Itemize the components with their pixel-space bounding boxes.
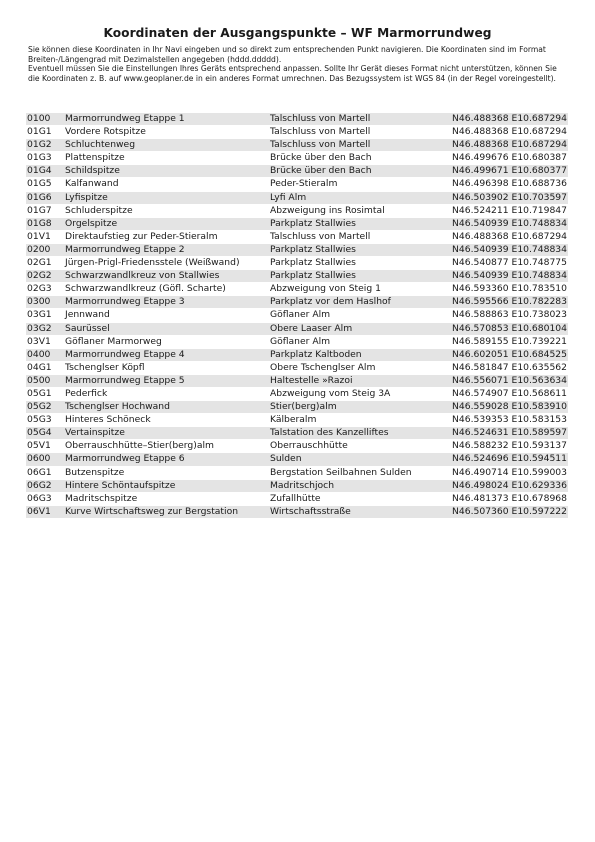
table-row — [26, 453, 568, 465]
coordinates: N46.524211 E10.719847 — [452, 204, 567, 216]
route-name: Oberrauschhütte–Stier(berg)alm — [65, 440, 214, 452]
table-row — [26, 165, 568, 177]
coordinates: N46.588232 E10.593137 — [452, 440, 567, 452]
coordinates: N46.540877 E10.748775 — [452, 257, 567, 269]
table-row — [26, 388, 568, 400]
route-code: 05G1 — [27, 387, 52, 399]
table-row — [26, 375, 568, 387]
route-code: 01G4 — [26, 165, 64, 177]
coordinates: N46.595566 E10.782283 — [435, 296, 568, 308]
route-code: 06G1 — [27, 466, 52, 478]
start-point: Bergstation Seilbahnen Sulden — [270, 466, 412, 478]
route-name: Marmorrundweg Etappe 4 — [64, 349, 269, 361]
route-name: Kurve Wirtschaftsweg zur Bergstation — [64, 506, 269, 518]
table-row — [26, 414, 568, 426]
route-name: Kalfanwand — [65, 178, 119, 190]
start-point: Göflaner Alm — [270, 309, 331, 321]
start-point: Göflaner Alm — [270, 335, 331, 347]
coordinates-table-body — [26, 113, 568, 518]
table-row — [26, 480, 568, 492]
start-point: Stier(berg)alm — [269, 401, 435, 413]
start-point: Oberrauschhütte — [270, 440, 348, 452]
route-name: Hinteres Schöneck — [65, 414, 151, 426]
table-row — [26, 493, 568, 505]
route-name: Vordere Rotspitze — [65, 126, 146, 138]
start-point: Wirtschaftsstraße — [269, 506, 435, 518]
route-code: 0300 — [26, 296, 64, 308]
route-name: Marmorrundweg Etappe 5 — [64, 375, 269, 387]
route-name: Madritschspitze — [65, 492, 138, 504]
route-name: Göflaner Marmorweg — [65, 335, 162, 347]
coordinates: N46.488368 E10.687294 — [435, 113, 568, 125]
coordinates: N46.570853 E10.680104 — [435, 323, 568, 335]
start-point: Lyfi Alm — [269, 192, 435, 204]
route-code: 0600 — [26, 453, 64, 465]
start-point: Talstation des Kanzelliftes — [269, 427, 435, 439]
intro-text — [28, 45, 570, 83]
start-point: Parkplatz Stallwies — [269, 244, 435, 256]
start-point: Abzweigung ins Rosimtal — [270, 204, 385, 216]
coordinates: N46.589155 E10.739221 — [452, 335, 567, 347]
intro-paragraph-1: Sie können diese Koordinaten in Ihr Navi eingeben und so direkt zum entsprechenden Punkt navigieren. Die Koordinaten sind im Format Breiten-/Längengrad mit Dezimalstellen angegeben (hddd.ddddd). — [28, 45, 546, 64]
route-code: 06G2 — [26, 480, 64, 492]
start-point: Parkplatz Kaltboden — [269, 349, 435, 361]
route-code: 05G3 — [27, 414, 52, 426]
coordinates: N46.602051 E10.684525 — [435, 349, 568, 361]
coordinates: N46.581847 E10.635562 — [452, 361, 567, 373]
route-code: 03G2 — [26, 323, 64, 335]
route-code: 01G3 — [27, 152, 52, 164]
coordinates: N46.588863 E10.738023 — [452, 309, 567, 321]
table-row — [26, 309, 568, 321]
coordinates: N46.496398 E10.688736 — [452, 178, 567, 190]
route-code: 06G3 — [27, 492, 52, 504]
start-point: Parkplatz Stallwies — [269, 218, 435, 230]
intro-paragraph-2: Eventuell müssen Sie die Einstellungen Ihres Geräts entsprechend anpassen. Sollte Ihr Gerät dieses Format nicht unterstützen, können Sie die Koordinaten z. B. auf www.geoplaner.de in ein anderes Format umrechnen. Das Bezugssystem ist WGS 84 (in der Regel voreingestellt). — [28, 64, 557, 83]
route-code: 02G2 — [26, 270, 64, 282]
coordinates: N46.488368 E10.687294 — [452, 126, 567, 138]
table-row — [26, 270, 568, 282]
table-row — [26, 283, 568, 295]
start-point: Talschluss von Martell — [270, 230, 371, 242]
coordinates: N46.593360 E10.783510 — [452, 283, 567, 295]
route-name: Jürgen-Prigl-Friedensstele (Weißwand) — [65, 257, 240, 269]
table-row — [26, 257, 568, 269]
coordinates: N46.499676 E10.680387 — [452, 152, 567, 164]
start-point: Abzweigung von Steig 1 — [270, 283, 381, 295]
table-row — [26, 178, 568, 190]
route-code: 04G1 — [27, 361, 52, 373]
start-point: Haltestelle »Razoi — [269, 375, 435, 387]
route-name: Schluderspitze — [65, 204, 133, 216]
start-point: Talschluss von Martell — [270, 126, 371, 138]
route-code: 05G2 — [26, 401, 64, 413]
route-code: 01G5 — [27, 178, 52, 190]
coordinates: N46.488368 E10.687294 — [452, 230, 567, 242]
start-point: Zufallhütte — [270, 492, 321, 504]
coordinates: N46.488368 E10.687294 — [435, 139, 568, 151]
route-code: 01V1 — [27, 230, 51, 242]
route-name: Marmorrundweg Etappe 1 — [64, 113, 269, 125]
route-name: Hintere Schöntaufspitze — [64, 480, 269, 492]
route-code: 01G2 — [26, 139, 64, 151]
coordinates: N46.524696 E10.594511 — [435, 453, 568, 465]
route-name: Marmorrundweg Etappe 2 — [64, 244, 269, 256]
table-row — [26, 467, 568, 479]
table-row — [26, 506, 568, 518]
route-code: 0200 — [26, 244, 64, 256]
route-name: Lyfispitze — [64, 192, 269, 204]
route-name: Tschenglser Köpfl — [65, 361, 145, 373]
coordinates: N46.481373 E10.678968 — [452, 492, 567, 504]
coordinates: N46.498024 E10.629336 — [435, 480, 568, 492]
route-name: Marmorrundweg Etappe 6 — [64, 453, 269, 465]
table-row — [26, 152, 568, 164]
coordinates: N46.539353 E10.583153 — [452, 414, 567, 426]
table-row — [26, 336, 568, 348]
route-code: 02G3 — [27, 283, 52, 295]
start-point: Talschluss von Martell — [269, 139, 435, 151]
coordinates: N46.559028 E10.583910 — [435, 401, 568, 413]
table-row — [26, 192, 568, 204]
table-row — [26, 323, 568, 335]
route-name: Direktaufstieg zur Peder-Stieralm — [65, 230, 218, 242]
coordinates: N46.540939 E10.748834 — [435, 218, 568, 230]
route-name: Butzenspitze — [65, 466, 125, 478]
coordinates: N46.540939 E10.748834 — [435, 270, 568, 282]
start-point: Obere Laaser Alm — [269, 323, 435, 335]
route-code: 01G1 — [27, 126, 52, 138]
coordinates: N46.574907 E10.568611 — [452, 387, 567, 399]
start-point: Brücke über den Bach — [270, 152, 372, 164]
start-point: Abzweigung vom Steig 3A — [270, 387, 391, 399]
coordinates: N46.490714 E10.599003 — [452, 466, 567, 478]
start-point: Brücke über den Bach — [269, 165, 435, 177]
table-row — [26, 113, 568, 125]
route-name: Marmorrundweg Etappe 3 — [64, 296, 269, 308]
table-row — [26, 139, 568, 151]
coordinates: N46.540939 E10.748834 — [435, 244, 568, 256]
route-name: Vertainspitze — [64, 427, 269, 439]
page-title: Koordinaten der Ausgangspunkte – WF Marmorrundweg — [103, 26, 492, 40]
start-point: Obere Tschenglser Alm — [270, 361, 376, 373]
route-code: 05V1 — [27, 440, 51, 452]
table-row — [26, 349, 568, 361]
table-row — [26, 205, 568, 217]
route-name: Saurüssel — [64, 323, 269, 335]
start-point: Kälberalm — [270, 414, 317, 426]
table-row — [26, 427, 568, 439]
coordinates-table — [26, 112, 568, 519]
start-point: Madritschjoch — [269, 480, 435, 492]
route-code: 0400 — [26, 349, 64, 361]
route-name: Tschenglser Hochwand — [64, 401, 269, 413]
table-row — [26, 231, 568, 243]
route-code: 0500 — [26, 375, 64, 387]
coordinates: N46.556071 E10.563634 — [435, 375, 568, 387]
route-name: Schwarzwandlkreuz (Göfl. Scharte) — [65, 283, 226, 295]
route-code: 06V1 — [26, 506, 64, 518]
coordinates: N46.503902 E10.703597 — [435, 192, 568, 204]
table-row — [26, 126, 568, 138]
table-row — [26, 296, 568, 308]
route-code: 01G6 — [26, 192, 64, 204]
route-code: 02G1 — [27, 257, 52, 269]
route-name: Orgelspitze — [64, 218, 269, 230]
table-row — [26, 440, 568, 452]
route-code: 0100 — [26, 113, 64, 125]
start-point: Parkplatz vor dem Haslhof — [269, 296, 435, 308]
route-name: Jennwand — [65, 309, 110, 321]
coordinates: N46.499671 E10.680377 — [435, 165, 568, 177]
start-point: Talschluss von Martell — [269, 113, 435, 125]
coordinates: N46.507360 E10.597222 — [435, 506, 568, 518]
table-row — [26, 244, 568, 256]
start-point: Peder-Stieralm — [270, 178, 338, 190]
route-code: 01G8 — [26, 218, 64, 230]
route-name: Schwarzwandlkreuz von Stallwies — [64, 270, 269, 282]
start-point: Sulden — [269, 453, 435, 465]
start-point: Parkplatz Stallwies — [269, 270, 435, 282]
route-name: Schildspitze — [64, 165, 269, 177]
route-code: 05G4 — [26, 427, 64, 439]
start-point: Parkplatz Stallwies — [270, 257, 356, 269]
table-row — [26, 218, 568, 230]
route-code: 01G7 — [27, 204, 52, 216]
route-name: Pederfick — [65, 387, 108, 399]
route-name: Plattenspitze — [65, 152, 125, 164]
route-code: 03V1 — [27, 335, 51, 347]
route-code: 03G1 — [27, 309, 52, 321]
table-row — [26, 401, 568, 413]
table-row — [26, 362, 568, 374]
route-name: Schluchtenweg — [64, 139, 269, 151]
coordinates: N46.524631 E10.589597 — [435, 427, 568, 439]
